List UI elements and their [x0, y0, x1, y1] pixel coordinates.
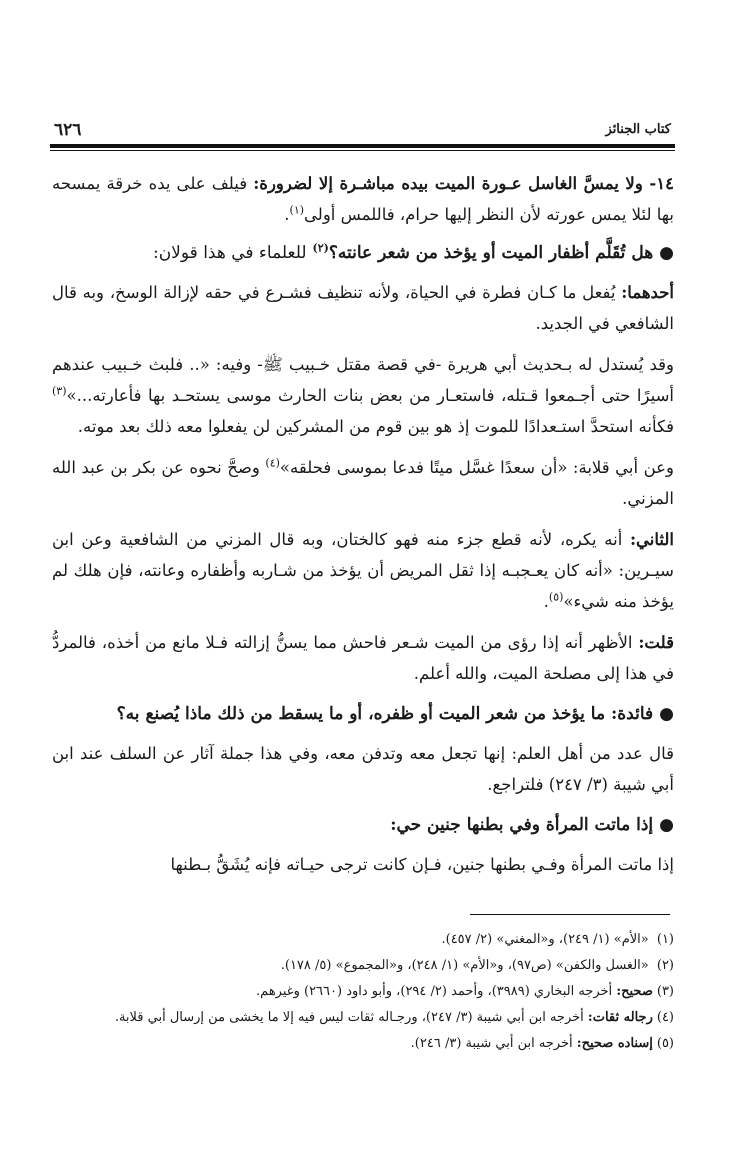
- bullet-icon: ●: [659, 243, 674, 263]
- pregnant-heading-text: إذا ماتت المرأة وفي بطنها جنين حي:: [390, 815, 654, 835]
- author-view-text: الأظهر أنه إذا رؤى من الميت شـعر فاحش مما يسنُّ إزالته فـلا مانع من أخذه، فالمردُّ في هذا إلى مصلحة الميت، والله أعلم.: [52, 633, 674, 683]
- second-opinion-text: أنه يكره، لأنه قطع جزء منه فهو كالختان، وبه قال المزني من الشافعية وعن ابن سيـرين: «أنه كان يعـجبـه إذا ثقل المريض أن يؤخذ من شـاربه وأظفاره وعانته، فإن هلك لم يؤخذ منه شيء»: [52, 530, 674, 611]
- pregnant-heading: [52, 810, 674, 841]
- pregnant-text: [52, 849, 674, 880]
- footnote-number: (٤): [656, 1010, 674, 1025]
- first-opinion-text: يُفعل ما كـان فطرة في الحياة، ولأنه تنظيف فشـرع في حقه لإزالة الوسخ، وبه قال الشافعي في الجديد.: [52, 283, 674, 333]
- rule-14-lead: ١٤- ولا يمسَّ الغاسل عـورة الميت بيده مباشـرة إلا لضرورة:: [253, 174, 674, 193]
- footnote-number: (٢): [656, 958, 674, 973]
- abu-qilaba-report: [52, 452, 674, 514]
- footnote-label: رجاله ثقات:: [587, 1010, 653, 1025]
- author-view-lead: قلت:: [638, 633, 674, 652]
- second-opinion: [52, 524, 674, 617]
- benefit-heading: [52, 699, 674, 730]
- heading-tail: للعلماء في هذا قولان:: [152, 243, 307, 263]
- second-opinion-end: .: [543, 592, 549, 611]
- footnote-2: [52, 954, 674, 978]
- footnote-ref-2[interactable]: (٢): [312, 241, 329, 255]
- footnote-text: أخرجه البخاري (٣٩٨٩)، وأحمد (٢/ ٢٩٤)، وأبو داود (٢٦٦٠) وغيرهم.: [256, 984, 613, 999]
- footnote-ref-5[interactable]: (٥): [548, 590, 564, 604]
- author-view: [52, 627, 674, 689]
- rule-14: [52, 168, 674, 230]
- rule-14-end: .: [284, 205, 290, 224]
- pregnant-body: إذا ماتت المرأة وفـي بطنها جنين، فـإن كانت ترجى حيـاته فإنه يُشَقُّ بـطنها: [170, 855, 674, 874]
- rule-14-text: فيلف على يده خرقة يمسحه بها لئلا يمس عورته لأن النظر إليها حرام، فاللمس أولى: [52, 174, 674, 224]
- footnote-text: أخرجه ابن أبي شيبة (٣/ ٢٤٦).: [410, 1036, 573, 1051]
- footnote-label: إسناده صحيح:: [576, 1036, 653, 1051]
- footnote-text: «الأم» (١/ ٢٤٩)، و«المغني» (٢/ ٤٥٧).: [441, 932, 649, 947]
- bullet-icon: ●: [659, 704, 674, 724]
- khubaib-tail: فكأنه استحدَّ استـعدادًا للموت إذ هو بين قوم من المشركين لن يفعلوا معه ذلك بعد موته.: [77, 417, 674, 436]
- first-opinion: [52, 277, 674, 339]
- footnote-5: [52, 1032, 674, 1056]
- footnote-3: [52, 980, 674, 1004]
- khubaib-text: وقد يُستدل له بـحديث أبي هريرة -في قصة مقتل خـبيب ﷺ- وفيه: «.. فلبث خـبيب عندهم أسيرًا حتى أجـمعوا قـتله، فاستعـار من بعض بنات الحارث موسى يستحـد بها فأعارته...»: [52, 355, 674, 405]
- heading-text: هل تُقَلَّم أظفار الميت أو يؤخذ من شعر عانته؟: [328, 243, 654, 263]
- footnote-label: صحيح:: [616, 984, 653, 999]
- footnote-number: (٣): [656, 984, 674, 999]
- footnote-ref-4[interactable]: (٤): [265, 456, 280, 470]
- footnote-4: [52, 1006, 674, 1030]
- abu-qilaba-tail: وصحَّ نحوه عن بكر بن عبد الله المزني.: [52, 458, 674, 508]
- page-number: ٦٢٦: [54, 120, 82, 140]
- page-header: [50, 118, 675, 144]
- first-opinion-lead: أحدهما:: [621, 283, 675, 302]
- khubaib-evidence: [52, 349, 674, 442]
- footnote-number: (١): [656, 932, 674, 947]
- footnote-ref-3[interactable]: (٣): [52, 384, 67, 398]
- footnote-ref-1[interactable]: (١): [289, 203, 305, 217]
- abu-qilaba-text: وعن أبي قلابة: «أن سعدًا غسَّل ميتًا فدعا بموسى فحلقه»: [279, 458, 674, 477]
- footnote-number: (٥): [656, 1036, 674, 1051]
- footnote-separator: [470, 914, 670, 915]
- header-rule-thin: [50, 150, 675, 151]
- footnotes: [52, 928, 674, 1058]
- benefit-body: قال عدد من أهل العلم: إنها تجعل معه وتدفن معه، وفي هذا جملة آثار عن السلف عند ابن أبي شيبة (٣/ ٢٤٧) فلتراجع.: [52, 744, 674, 794]
- running-title: كتاب الجنائز: [605, 122, 671, 137]
- footnote-1: [52, 928, 674, 952]
- header-rule-thick: [50, 144, 675, 148]
- footnote-text: أخرجه ابن أبي شيبة (٣/ ٢٤٧)، ورجـاله ثقات ليس فيه إلا ما يخشى من إرسال أبي قلابة.: [114, 1010, 584, 1025]
- benefit-heading-text: فائدة: ما يؤخذ من شعر الميت أو ظفره، أو ما يسقط من ذلك ماذا يُصنع به؟: [116, 704, 654, 724]
- second-opinion-lead: الثاني:: [629, 530, 675, 549]
- question-heading-nails: [52, 238, 674, 269]
- footnote-text: «الغسل والكفن» (ص٩٧)، و«الأم» (١/ ٢٤٨)، و«المجموع» (٥/ ١٧٨).: [280, 958, 649, 973]
- main-text: [52, 168, 674, 890]
- bullet-icon: ●: [659, 815, 674, 835]
- benefit-text: [52, 738, 674, 800]
